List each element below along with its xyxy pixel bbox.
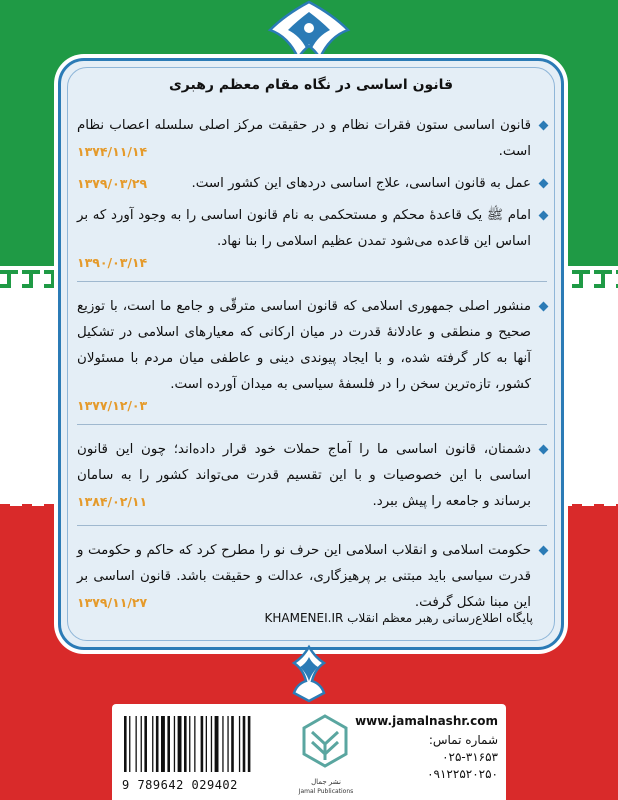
quote-date: ۱۳۸۴/۰۲/۱۱ bbox=[77, 494, 148, 509]
divider bbox=[77, 525, 547, 526]
divider bbox=[77, 424, 547, 425]
mobile-number: ۰۹۱۲۲۵۲۰۲۵۰ bbox=[427, 767, 498, 781]
quote-item bbox=[77, 203, 547, 271]
quote-text: امام ﷺ یک قاعدهٔ محکم و مستحکمی به نام قانون اساسی را به وجود آورد که بر اساس این قاعده می‌شود تمدن عظیم اسلامی را بنا نهاد. bbox=[77, 208, 531, 249]
publisher-latin-name: Jamal Publications bbox=[298, 788, 354, 795]
quote-item bbox=[77, 171, 547, 197]
barcode bbox=[120, 716, 298, 772]
source-credit: پایگاه اطلاع‌رسانی رهبر معظم انقلاب KHAMENEI.IR bbox=[264, 611, 533, 625]
publisher-panel bbox=[112, 704, 506, 800]
divider bbox=[77, 281, 547, 282]
quote-date: ۱۳۷۹/۰۳/۲۹ bbox=[77, 176, 148, 191]
contact-info bbox=[355, 714, 498, 781]
quote-date: ۱۳۷۹/۱۱/۲۷ bbox=[77, 595, 148, 610]
publisher-logo-icon bbox=[300, 714, 350, 778]
publisher-caption: نشر جمال bbox=[311, 778, 341, 786]
quote-date: ۱۳۹۰/۰۳/۱۴ bbox=[77, 255, 148, 270]
quote-item bbox=[77, 113, 547, 165]
card-title: قانون اساسی در نگاه مقام معظم رهبری bbox=[168, 77, 454, 93]
quote-list bbox=[77, 113, 547, 616]
quote-date: ۱۳۷۴/۱۱/۱۴ bbox=[77, 144, 148, 159]
quote-date: ۱۳۷۷/۱۲/۰۳ bbox=[77, 398, 148, 413]
diamond-bullet-icon bbox=[539, 546, 549, 556]
quote-item bbox=[77, 538, 547, 616]
diamond-bullet-icon bbox=[539, 179, 549, 189]
quote-text: عمل به قانون اساسی، علاج اساسی دردهای این کشور است. bbox=[191, 176, 531, 191]
arabesque-ornament-bottom bbox=[264, 643, 354, 703]
diamond-bullet-icon bbox=[539, 445, 549, 455]
quote-text: منشور اصلی جمهوری اسلامی که قانون اساسی مترقّی و جامع ما است، با توزیع صحیح و منطقی و عادلانهٔ قدرت در میان ارکانی که معیارهای اسلامی در تشکیل آنها به کار گرفته شده، و با ایجاد پیوندی دینی و عاطفی میان مردم با مسئولان کشور، تازه‌ترین سخن را در فلسفهٔ سیاسی به میدان آورده است. bbox=[77, 299, 531, 392]
diamond-bullet-icon bbox=[539, 302, 549, 312]
contact-label: شماره تماس: bbox=[428, 733, 498, 747]
diamond-bullet-icon bbox=[539, 121, 549, 131]
quote-text: دشمنان، قانون اساسی ما را آماج حملات خود قرار داده‌اند؛ چون این قانون اساسی با این خصوصیات و با این تقسیم قدرت می‌تواند کشور را به سامان برساند و جامعه را پیش ببرد. bbox=[77, 442, 531, 509]
quote-item bbox=[77, 294, 547, 414]
phone-number: ۰۲۵-۳۱۶۵۳ bbox=[442, 750, 498, 764]
quote-card bbox=[58, 58, 564, 650]
quote-item bbox=[77, 437, 547, 515]
quote-text: حکومت اسلامی و انقلاب اسلامی این حرف نو را مطرح کرد که حاکم و حکومت و قدرت سیاسی باید مبتنی بر پرهیزگاری، عدالت و حقیقت باشد. قانون اساسی بر این مبنا شکل گرفت. bbox=[77, 543, 531, 610]
quote-text: قانون اساسی ستون فقرات نظام و در حقیقت مرکز اصلی سلسله اعصاب نظام است. bbox=[77, 118, 531, 159]
diamond-bullet-icon bbox=[539, 211, 549, 221]
website-link[interactable]: www.jamalnashr.com bbox=[355, 714, 498, 728]
isbn-number: 9 789642 029402 bbox=[122, 778, 238, 792]
